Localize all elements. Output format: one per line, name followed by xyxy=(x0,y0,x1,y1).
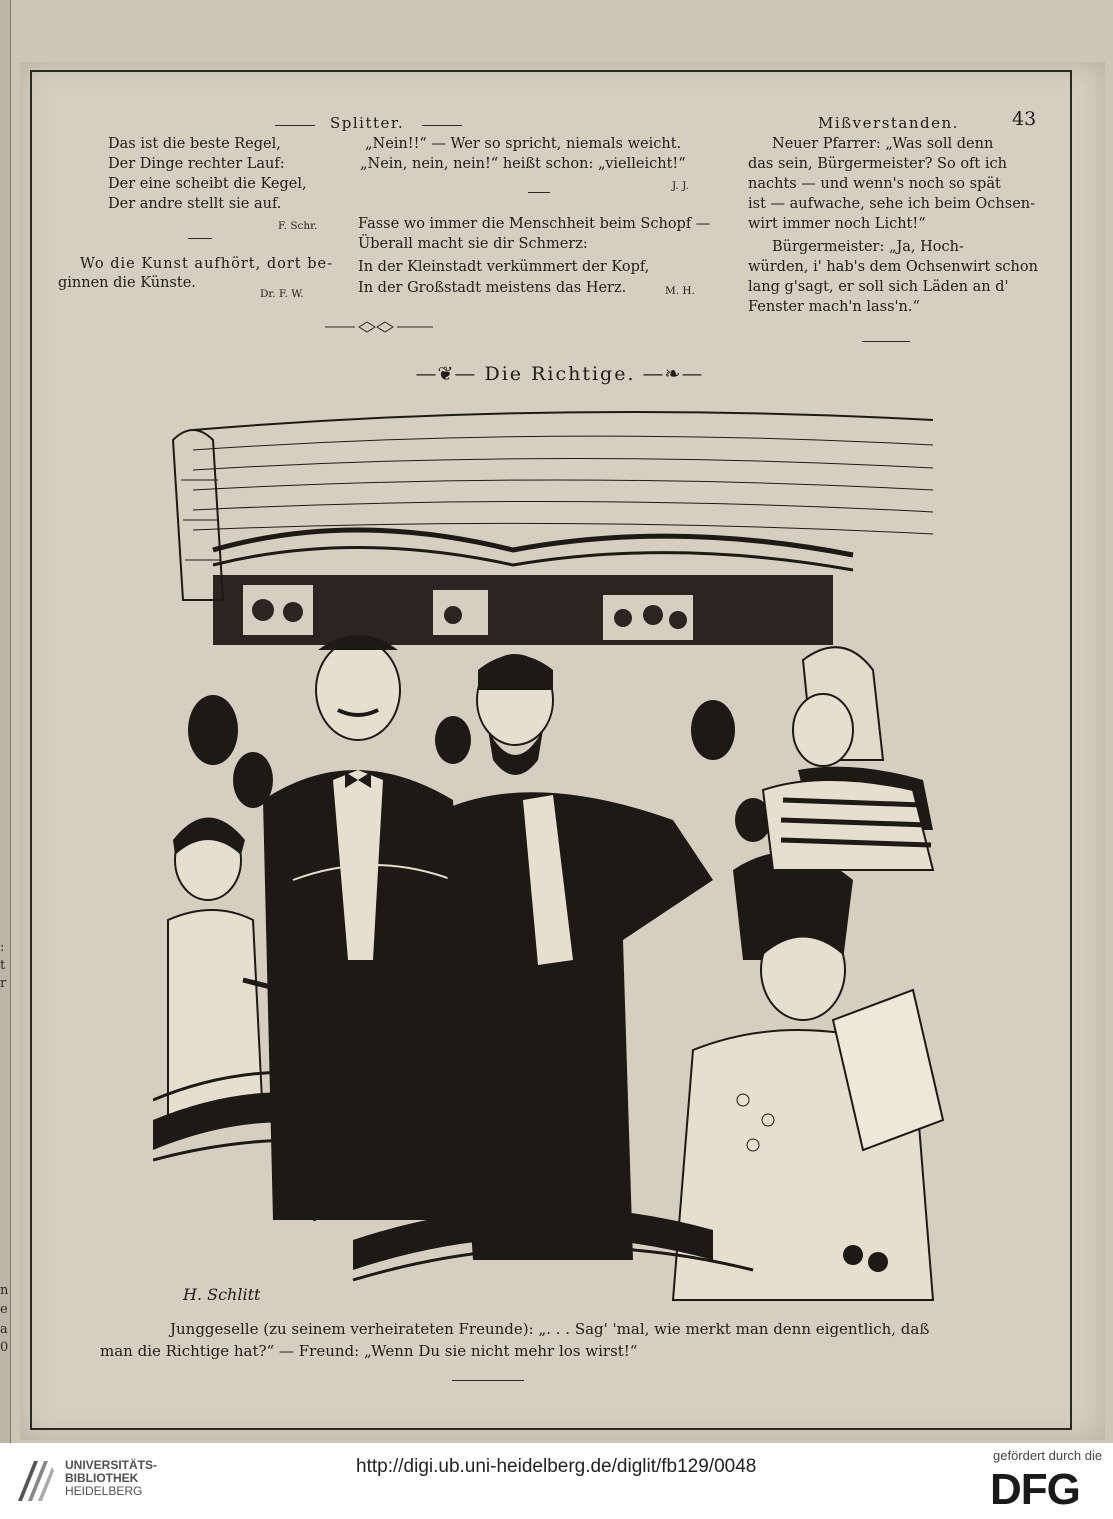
dialogue-line: Neuer Pfarrer: „Was soll denn xyxy=(772,136,994,152)
library-name-line: UNIVERSITÄTS- xyxy=(65,1458,158,1472)
missverstanden-heading: Mißverstanden. xyxy=(818,114,959,132)
previous-page-edge xyxy=(0,0,11,1443)
magazine-page xyxy=(20,62,1105,1440)
margin-fragment: a xyxy=(0,1322,8,1337)
poem-line: Das ist die beste Regel, xyxy=(108,136,281,152)
aphorism-signature: Dr. F. W. xyxy=(260,288,304,300)
separator xyxy=(188,238,212,239)
splitter-heading: Splitter. xyxy=(330,114,405,132)
dialogue-line: ist — aufwache, sehe ich beim Ochsen- xyxy=(748,196,1036,212)
title-ornament-left: ―❦― xyxy=(416,363,485,385)
poem-line: Der eine scheibt die Kegel, xyxy=(108,176,307,192)
viewer-footer xyxy=(0,1443,1113,1519)
verse-line: Fasse wo immer die Menschheit beim Schopf — xyxy=(358,216,711,232)
margin-fragment: 0 xyxy=(0,1340,9,1355)
cartoon-title xyxy=(400,363,720,385)
library-name-line: HEIDELBERG xyxy=(65,1484,143,1498)
dialogue-line: lang g'sagt, er soll sich Läden an d' xyxy=(748,279,1009,295)
cartoon-title-text: Die Richtige. xyxy=(484,363,636,385)
caption-line: man die Richtige hat?“ — Freund: „Wenn Du sie nicht mehr los wirst!“ xyxy=(100,1342,638,1360)
margin-fragment: : xyxy=(0,940,5,955)
dialogue-line: das sein, Bürgermeister? So oft ich xyxy=(748,156,1007,172)
dfg-logo[interactable]: DFG xyxy=(990,1465,1080,1514)
margin-fragment: r xyxy=(0,976,7,991)
dialogue-line: Fenster mach'n lass'n.“ xyxy=(748,299,920,315)
verse-line: In der Großstadt meistens das Herz. xyxy=(358,280,627,296)
epigram-signature: J. J. xyxy=(672,180,689,192)
poem-line: Der andre stellt sie auf. xyxy=(108,196,282,212)
dialogue-line: wirt immer noch Licht!“ xyxy=(748,216,926,232)
dialogue-line: nachts — und wenn's noch so spät xyxy=(748,176,1001,192)
separator xyxy=(452,1380,524,1381)
library-name-line: BIBLIOTHEK xyxy=(65,1471,139,1485)
dialogue-line: Bürgermeister: „Ja, Hoch- xyxy=(772,239,964,255)
poem-signature: F. Schr. xyxy=(278,220,318,232)
separator xyxy=(528,192,550,193)
theater-illustration xyxy=(153,400,953,1340)
verse-signature: M. H. xyxy=(665,285,695,297)
artist-signature: H. Schlitt xyxy=(183,1285,261,1304)
separator xyxy=(862,341,910,342)
aphorism-line: Wo die Kunst aufhört, dort be- xyxy=(80,256,333,272)
caption-line: Junggeselle (zu seinem verheirateten Freunde): „. . . Sag' 'mal, wie merkt man denn eigentlich, daß xyxy=(170,1320,930,1338)
poem-line: Der Dinge rechter Lauf: xyxy=(108,156,285,172)
ornament-rule xyxy=(422,125,462,126)
margin-fragment: t xyxy=(0,958,6,973)
ornament-divider xyxy=(325,320,435,334)
sponsor-label: gefördert durch die xyxy=(993,1448,1103,1463)
verse-line: Überall macht sie dir Schmerz: xyxy=(358,236,588,252)
dialogue-line: würden, i' hab's dem Ochsenwirt schon xyxy=(748,259,1038,275)
ornament-rule xyxy=(275,125,315,126)
aphorism-line: ginnen die Künste. xyxy=(58,275,196,291)
library-logo-icon[interactable] xyxy=(14,1457,56,1503)
permalink-url[interactable]: http://digi.ub.uni-heidelberg.de/diglit/fb129/0048 xyxy=(356,1456,757,1477)
margin-fragment: n xyxy=(0,1283,9,1298)
page-number: 43 xyxy=(1012,108,1037,130)
title-ornament-right: ―❧― xyxy=(643,363,704,385)
epigram-line: „Nein!!“ — Wer so spricht, niemals weicht. xyxy=(365,136,682,152)
verse-line: In der Kleinstadt verkümmert der Kopf, xyxy=(358,259,650,275)
margin-fragment: e xyxy=(0,1302,8,1317)
epigram-line: „Nein, nein, nein!“ heißt schon: „vielleicht!“ xyxy=(360,156,686,172)
